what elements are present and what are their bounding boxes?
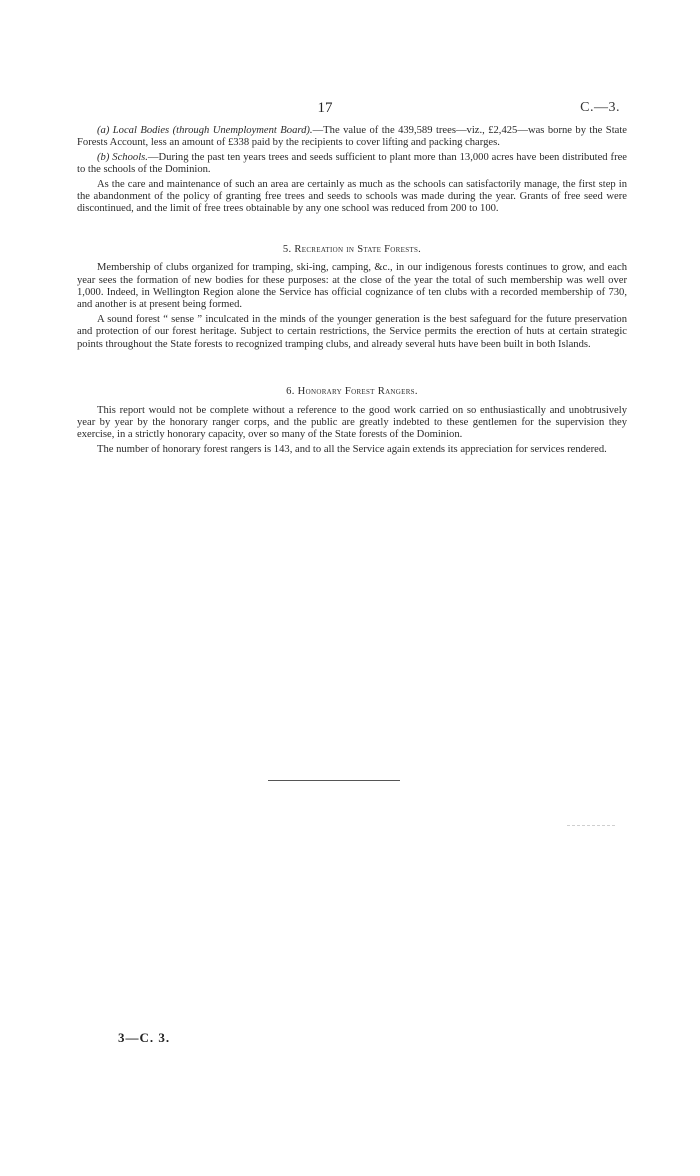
- faint-mark: [567, 825, 615, 826]
- local-bodies-paragraph: [77, 125, 627, 150]
- section-number-5: 5.: [282, 243, 292, 255]
- end-rule-divider: [268, 780, 400, 781]
- page-number: 17: [317, 100, 333, 116]
- rangers-paragraph-1: This report would not be complete without a reference to the good work carried on so enthusiastically and unobtrusively year by year by the honorary ranger corps, and the public are greatly indebted to these gentlemen for the supervision they exercise, in a strictly honorary capacity, over so many of the State forests of the Dominion.: [77, 404, 627, 441]
- document-body: [77, 125, 627, 456]
- recreation-paragraph-1: Membership of clubs organized for tramping, ski-ing, camping, &c., in our indigenous forests continues to grow, and each year sees the formation of new bodies for these purposes: at the close of the year the total of such membership was well over 1,000. Indeed, in Wellington Region alone the Service has official cognizance of ten clubs with a recorded membership of 730, and another is at present being formed.: [77, 262, 627, 311]
- schools-text: —During the past ten years trees and seeds sufficient to plant more than 13,000 acres have been distributed free to the schools of the Dominion.: [77, 151, 627, 176]
- schools-label: (b) Schools.: [97, 151, 148, 163]
- recreation-paragraph-2: A sound forest “ sense ” inculcated in the minds of the younger generation is the best safeguard for the future preservation and protection of our forest heritage. Subject to certain restrictions, the Service permits the erection of huts at certain strategic points throughout the State forests to recognized tramping clubs, and already several huts have been built in both Islands.: [77, 313, 627, 350]
- section-title-rangers: Honorary Forest Rangers.: [297, 386, 418, 398]
- section-heading-recreation: [77, 244, 627, 256]
- local-bodies-label: (a) Local Bodies (through Unemployment Board).: [97, 125, 313, 136]
- local-bodies-text: —The value of the 439,589 trees—viz., £2,425—was borne by the State Forests Account, less an amount of £338 paid by the recipients to cover lifting and packing charges.: [77, 125, 627, 149]
- schools-paragraph-2: As the care and maintenance of such an area are certainly as much as the schools can satisfactorily manage, the first step in the abandonment of the policy of granting free trees and seeds to schools was made during the year. Grants of free seed were discontinued, and the limit of free trees obtainable by any one school was reduced from 200 to 100.: [77, 178, 627, 215]
- section-number-6: 6.: [286, 386, 295, 398]
- schools-paragraph: [77, 152, 627, 177]
- document-reference: C.—3.: [580, 100, 620, 115]
- footer-signature: 3—C. 3.: [118, 1030, 171, 1045]
- rangers-paragraph-2: The number of honorary forest rangers is 143, and to all the Service again extends its appreciation for services rendered.: [97, 443, 607, 455]
- section-heading-rangers: [77, 386, 627, 398]
- section-title-recreation: Recreation in State Forests.: [294, 243, 422, 255]
